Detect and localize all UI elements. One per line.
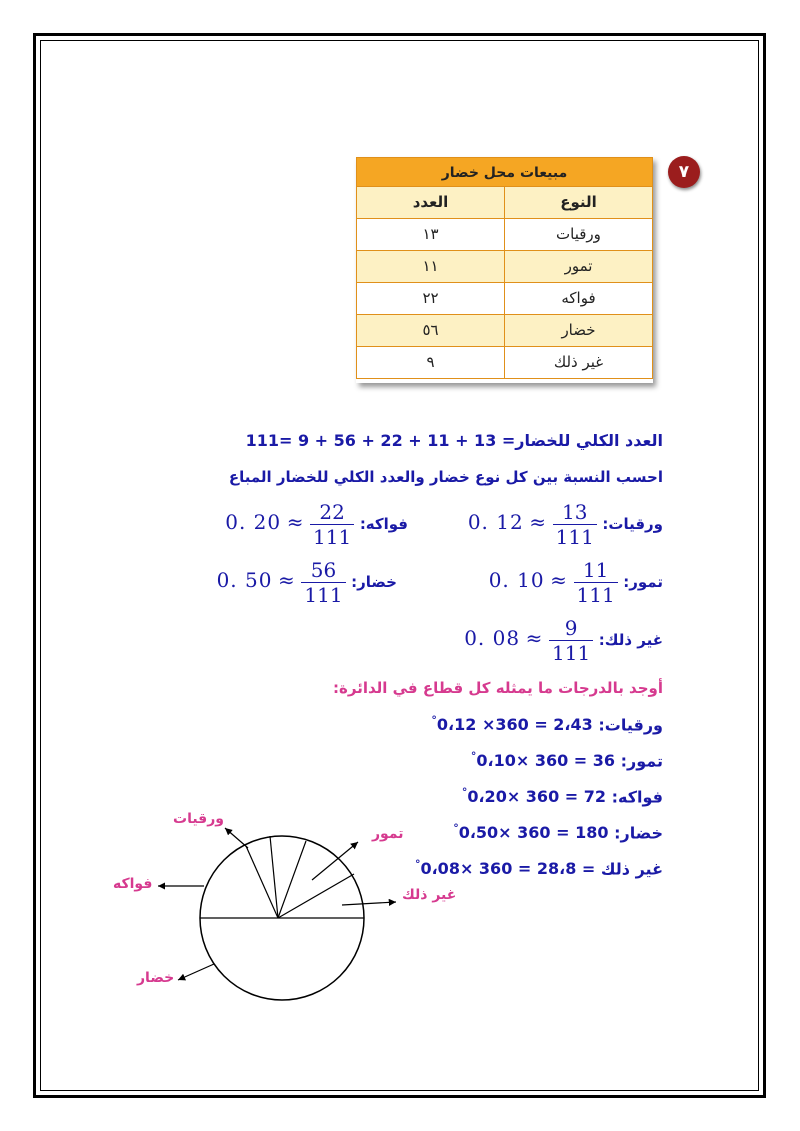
ratio-denominator: 111 — [553, 524, 597, 547]
pie-label-dates: تمور — [372, 826, 404, 842]
degree-label: فواكه: — [611, 787, 663, 807]
degree-expression: 0،12 ×360 = 2،43 — [436, 715, 593, 735]
pie-label-veg: خضار — [137, 970, 175, 986]
ratio-label: تمور: — [623, 573, 663, 591]
ratio-approx: ≈ — [550, 568, 568, 592]
pie-radius — [278, 841, 306, 918]
cell-count: ١٣ — [422, 225, 439, 243]
ratio-label: ورقيات: — [602, 515, 663, 533]
cell-count: ٩ — [426, 353, 435, 371]
arrow-leafy — [225, 828, 248, 848]
cell-type: غير ذلك — [504, 347, 652, 378]
ratio-numerator: 11 — [582, 558, 609, 582]
degree-label: تمور: — [620, 751, 663, 771]
ratio-label: فواكه: — [359, 515, 408, 533]
header-count: العدد — [412, 193, 449, 211]
pie-label-fruits: فواكه — [113, 876, 153, 892]
ratio-result: 0. 20 — [225, 510, 282, 534]
arrow-other — [342, 902, 396, 905]
pie-label-leafy: ورقيات — [173, 811, 224, 827]
header-type: النوع — [504, 187, 652, 218]
ratio-result: 0. 12 — [467, 510, 524, 534]
degree-expression: 0،50× 360 = 180 — [458, 823, 609, 843]
cell-count: ٥٦ — [422, 321, 439, 339]
degree-symbol: ° — [453, 822, 459, 835]
cell-type: فواكه — [504, 283, 652, 314]
cell-type: خضار — [504, 315, 652, 346]
total-label: العدد الكلي للخضار= — [496, 431, 663, 450]
degree-symbol: ° — [431, 714, 437, 727]
ratio-result: 0. 08 — [464, 626, 521, 650]
pie-label-other: غير ذلك — [402, 887, 457, 903]
table-title: مبيعات محل خضار — [356, 157, 653, 187]
ratio-approx: ≈ — [525, 626, 544, 650]
degree-label: خضار: — [614, 823, 663, 843]
ratio-denominator: 111 — [549, 640, 593, 663]
degrees-instruction: أوجد بالدرجات ما يمثله كل قطاع في الدائرة: — [333, 679, 663, 697]
degree-symbol: ° — [414, 858, 421, 871]
total-expression: 111= 9 + 56 + 22 + 11 + 13 — [245, 431, 497, 450]
arrow-veg — [178, 964, 214, 980]
ratio-numerator: 22 — [319, 500, 345, 524]
degree-label: ورقيات: — [598, 715, 663, 735]
ratio-numerator: 56 — [310, 558, 337, 582]
degree-expression: 0،20× 360 = 72 — [467, 787, 607, 807]
ratio-approx: ≈ — [278, 568, 296, 592]
degree-expression: 0،08× 360 = 28،8 — [420, 859, 577, 879]
pie-radius — [246, 846, 278, 918]
ratio-numerator: 9 — [564, 616, 578, 640]
cell-count: ٢٢ — [422, 289, 439, 307]
pie-radius — [278, 874, 354, 918]
ratio-denominator: 111 — [310, 524, 354, 547]
pie-radius — [270, 836, 278, 918]
ratio-numerator: 13 — [561, 500, 588, 524]
ratio-result: 0. 10 — [488, 568, 545, 592]
problem-number-badge: ٧ — [668, 156, 700, 188]
degree-expression: 0،10× 360 = 36 — [476, 751, 616, 771]
degree-label: غير ذلك = — [581, 859, 663, 879]
cell-type: ورقيات — [504, 219, 652, 250]
ratio-instruction: احسب النسبة بين كل نوع خضار والعدد الكلي للخضار المباع — [228, 468, 663, 486]
ratio-denominator: 111 — [301, 582, 345, 605]
ratio-denominator: 111 — [574, 582, 618, 605]
degree-symbol: ° — [470, 750, 477, 763]
ratio-label: خضار: — [351, 573, 397, 591]
ratio-approx: ≈ — [529, 510, 548, 534]
ratio-result: 0. 50 — [216, 568, 273, 592]
cell-type: تمور — [504, 251, 652, 282]
ratio-label: غير ذلك: — [598, 631, 663, 649]
degree-symbol: ° — [461, 786, 468, 799]
cell-count: ١١ — [422, 257, 439, 275]
ratio-approx: ≈ — [286, 510, 305, 534]
